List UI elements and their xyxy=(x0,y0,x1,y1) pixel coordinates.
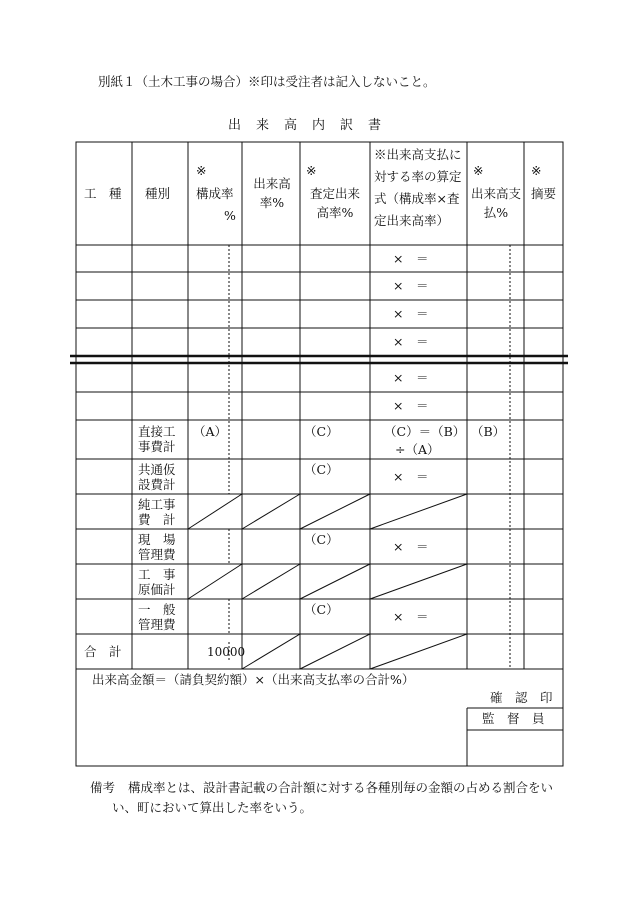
mark-c-1: （C） xyxy=(304,424,339,439)
header-shiharai: 出来高支払% xyxy=(470,186,521,220)
kantoku-label: 監 督 員 xyxy=(482,711,545,726)
formula-blank-9: × ＝ xyxy=(393,609,429,624)
formula-blank-4: × ＝ xyxy=(393,334,429,349)
row-label-gokei: 合 計 xyxy=(84,644,122,659)
row-label-kyotsu: 共通仮設費計 xyxy=(138,462,176,492)
mark-b: （B） xyxy=(471,424,506,439)
top-note: 別紙１（土木工事の場合）※印は受注者は記入しないこと。 xyxy=(98,74,436,89)
row-label-genba: 現 場管理費 xyxy=(138,532,176,562)
header-tekiyo: 摘要 xyxy=(531,186,557,201)
header-kosei-mark: ※ xyxy=(196,163,207,178)
header-kosei: 構成率 xyxy=(196,186,234,201)
formula-blank-5: × ＝ xyxy=(393,370,429,385)
formula-c-b: （C）＝（B） xyxy=(384,424,466,439)
mark-c-2: （C） xyxy=(304,462,339,477)
header-kosei-unit: % xyxy=(224,208,236,223)
mark-c-3: （C） xyxy=(304,532,339,547)
remark-text-2: い、町において算出した率をいう。 xyxy=(112,800,313,815)
remark-label: 備考 xyxy=(90,780,116,795)
header-shubetsu: 種別 xyxy=(145,186,171,201)
formula-blank-1: × ＝ xyxy=(393,251,429,266)
row-label-ippan: 一 般管理費 xyxy=(138,602,176,632)
total-value: 10000 xyxy=(207,645,246,659)
formula-div-a: ÷（A） xyxy=(395,442,440,457)
formula-blank-6: × ＝ xyxy=(393,398,429,413)
confirm-label: 確 認 印 xyxy=(490,690,553,705)
row-label-chokusetsu: 直接工事費計 xyxy=(138,424,176,454)
row-label-junkoji: 純工事費 計 xyxy=(138,497,176,527)
amount-formula: 出来高金額＝（請負契約額）×（出来高支払率の合計%） xyxy=(92,672,415,687)
header-satei: 査定出来高率% xyxy=(309,186,360,220)
row-label-kojigenka: 工 事原価計 xyxy=(138,567,176,597)
mark-c-4: （C） xyxy=(304,602,339,617)
formula-blank-3: × ＝ xyxy=(393,306,429,321)
page-title: 出 来 高 内 訳 書 xyxy=(228,118,383,133)
header-dekidaka: 出来高率% xyxy=(253,176,291,210)
formula-blank-7: × ＝ xyxy=(393,469,429,484)
formula-blank-2: × ＝ xyxy=(393,278,429,293)
mark-a: （A） xyxy=(193,424,228,439)
header-satei-mark: ※ xyxy=(306,163,317,178)
header-shiharai-calc: ※出来高支払に対する率の算定式（構成率×査定出来高率） xyxy=(374,147,462,228)
header-tekiyo-mark: ※ xyxy=(531,163,542,178)
header-shiharai-mark: ※ xyxy=(473,163,484,178)
header-koshu: 工 種 xyxy=(84,186,122,201)
remark-text-1: 構成率とは、設計書記載の合計額に対する各種別毎の金額の占める割合をい xyxy=(128,780,554,795)
formula-blank-8: × ＝ xyxy=(393,539,429,554)
